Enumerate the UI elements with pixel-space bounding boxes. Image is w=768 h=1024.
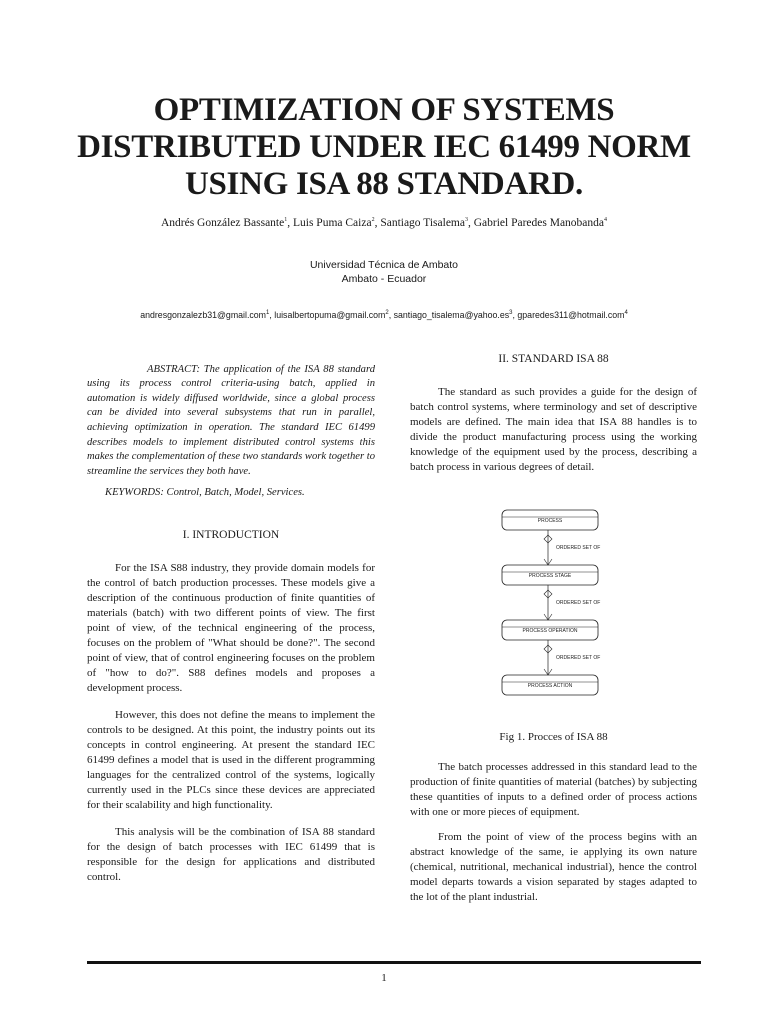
standard-body-top <box>410 385 697 475</box>
introduction-body <box>87 561 375 885</box>
section-heading-standard: II. STANDARD ISA 88 <box>498 353 609 365</box>
email-link[interactable]: luisalbertopuma@gmail.com <box>274 310 386 320</box>
relation-label: ORDERED SET OF <box>556 655 601 661</box>
email-superscript: 3 <box>509 310 513 317</box>
author-superscript: 3 <box>464 217 468 224</box>
isa88-hierarchy-diagram <box>500 505 620 700</box>
abstract: ABSTRACT: The application of the ISA 88 standard using its process control criteria-using batch, applied in automation is widely diffused worldwide, since a global process can be divided into several subsystems that run in parallel, achieving optimization in operation. The standard IEC 61499 describes models to implement distributed control systems this makes the complementation of these two standards work together to streamline the services they both have. <box>87 363 375 477</box>
standard-body-bottom <box>410 760 697 905</box>
section-heading-introduction: I. INTRODUCTION <box>182 529 280 541</box>
paragraph: However, this does not define the means to implement the controls to be designed. At this point, the industry points out its concepts in control engineering. At present the standard IEC 61499 defines a model that is used in the different programming languages for the centralized control of the systems, logically currently used in the PLCs since these devices are appreciated for their scalability and high functionality. <box>87 709 375 811</box>
paragraph: From the point of view of the process begins with an abstract knowledge of the same, ie applying its own nature (chemical, nutritional, mechanical industrial), hence the control model departs towards a vision separated by stages adapted to the lot of the plant industrial. <box>410 831 697 903</box>
author-name: Gabriel Paredes Manobanda <box>473 217 605 229</box>
figure-caption: Fig 1. Procces of ISA 88 <box>499 731 608 743</box>
affiliation <box>60 258 708 286</box>
email-superscript: 1 <box>266 310 270 317</box>
title-line: DISTRIBUTED UNDER IEC 61499 NORM <box>77 129 691 165</box>
footer-rule <box>87 961 701 964</box>
email-superscript: 2 <box>385 310 389 317</box>
author-name: Andrés González Bassante <box>160 217 285 229</box>
affiliation-line: Universidad Técnica de Ambato <box>309 259 459 271</box>
paper-title <box>60 92 708 203</box>
relation-label: ORDERED SET OF <box>556 545 601 551</box>
author-name: Santiago Tisalema <box>380 217 465 229</box>
diagram-box-label: PROCESS ACTION <box>527 683 573 689</box>
paragraph: The batch processes addressed in this standard lead to the production of finite quantities of material (batches) by subjecting these quantities of inputs to a defined order of process actions with one or more pieces of equipment. <box>410 761 697 818</box>
diagram-box-label: PROCESS <box>537 518 563 524</box>
email-link[interactable]: santiago_tisalema@yahoo.es <box>393 310 510 320</box>
author-list: Andrés González Bassante$^1$, Luis Puma Caiza$^2$, Santiago Tisalema$^3$, Gabriel Paredes Manobanda$^4$ <box>160 217 608 229</box>
paragraph: This analysis will be the combination of ISA 88 standard for the design of batch processes with IEC 61499 that is responsible for the design for applications and distributed control. <box>87 826 375 883</box>
author-name: Luis Puma Caiza <box>292 217 372 229</box>
author-superscript: 2 <box>371 217 375 224</box>
author-superscript: 4 <box>604 217 608 224</box>
keywords: KEYWORDS: Control, Batch, Model, Services. <box>105 487 305 498</box>
affiliation-line: Ambato - Ecuador <box>341 273 427 285</box>
paragraph: The standard as such provides a guide for the design of batch control systems, where terminology and set of descriptive models are defined. The main idea that ISA 88 handles is to divide the product manufacturing process using the working knowledge of the equipment used by the process, describing a batch process in various degrees of detail. <box>410 386 697 473</box>
diagram-box-label: PROCESS OPERATION <box>522 628 578 634</box>
page-number: 1 <box>381 972 387 984</box>
diagram-box-label: PROCESS STAGE <box>528 573 572 579</box>
title-line: USING ISA 88 STANDARD. <box>184 166 584 202</box>
email-link[interactable]: andresgonzalezb31@gmail.com <box>140 310 267 320</box>
title-line: OPTIMIZATION OF SYSTEMS <box>153 92 615 128</box>
email-link[interactable]: gparedes311@hotmail.com <box>517 310 625 320</box>
email-list: andresgonzalezb31@gmail.com$^1$, luisalbertopuma@gmail.com$^2$, $santiago\_tisalema@yahoo.es^3$, gparedes311@hotmail.com$^4$ <box>140 310 628 320</box>
email-superscript: 4 <box>624 310 628 317</box>
relation-label: ORDERED SET OF <box>556 600 601 606</box>
paragraph: For the ISA S88 industry, they provide domain models for the control of batch production processes. These models give a description of the continuous production of finite quantities of materials (batch) with two different points of view. The first point of view, of the technical engineering of the process, focuses on the problem of "What should be done?". The second point of view, that of control engineering focuses on the problem of "how to do?". S88 defines models and proposes a development process. <box>87 562 375 694</box>
author-superscript: 1 <box>284 217 288 224</box>
